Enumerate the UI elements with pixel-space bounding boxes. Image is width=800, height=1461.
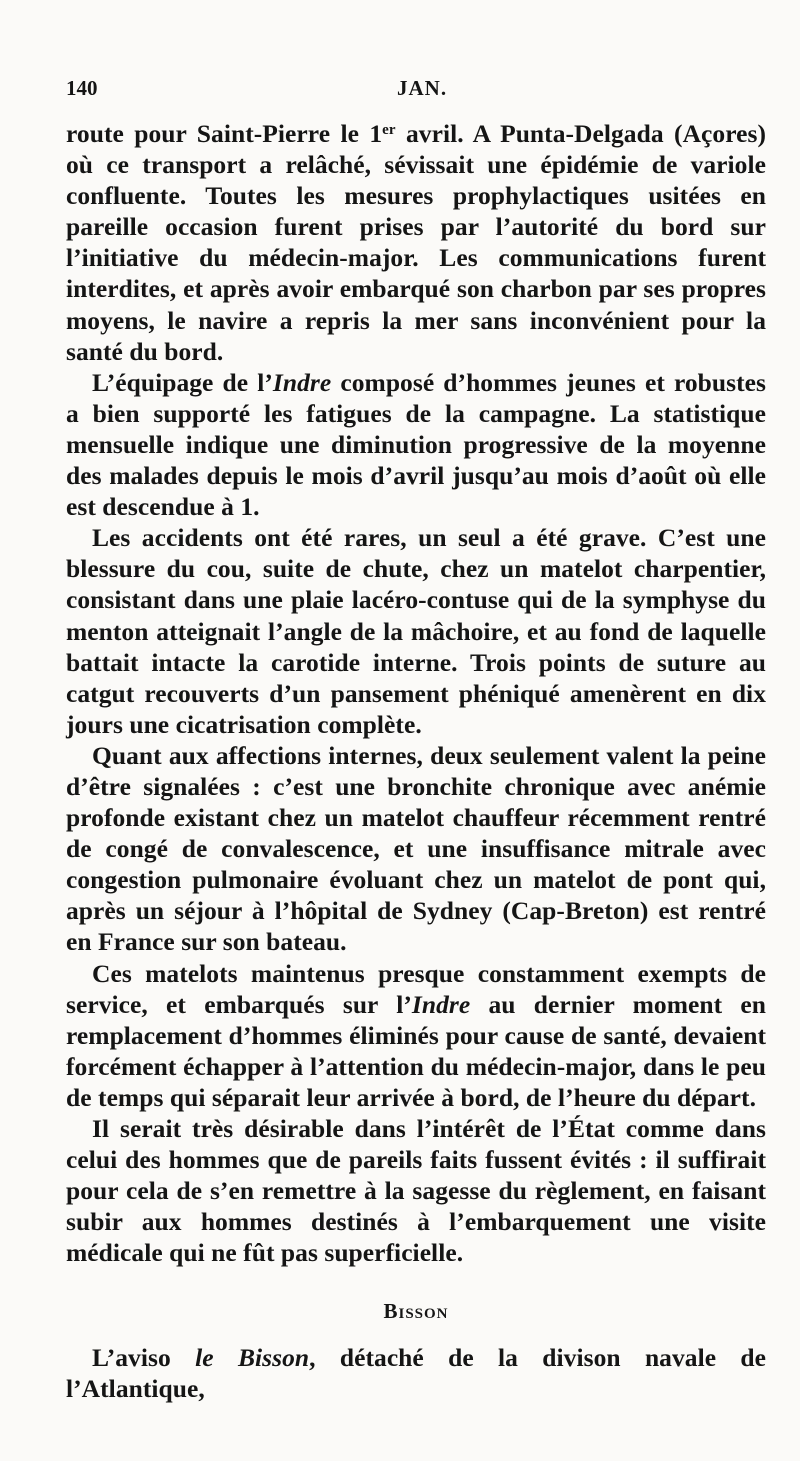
paragraph-3: Les accidents ont été rares, un seul a été grave. C’est une blessure du cou, suite de chute, chez un matelot charpentier, consistant dans une plaie lacéro-contuse qui de la symphyse du menton atteignait l’angle de la mâchoire, et au fond de laquelle battait intacte la carotide interne. Trois points de suture au catgut recouverts d’un pansement phéniqué amenèrent en dix jours une cicatrisation complète.	[66, 523, 766, 739]
running-head: JAN.	[397, 76, 448, 100]
section-title: Bisson	[383, 1299, 449, 1324]
paragraph-1	[66, 118, 766, 367]
paragraph-7-text-b: , détaché de la divison navale de l’Atlantique,	[66, 1342, 766, 1403]
ship-name-indre: Indre	[272, 367, 332, 397]
paragraph-1-text-a: route pour Saint-Pierre le 1	[66, 119, 383, 148]
paragraph-7	[66, 1342, 766, 1404]
ship-name-indre-2: Indre	[411, 989, 471, 1019]
paragraph-4: Quant aux affections internes, deux seulement valent la peine d’être signalées : c’est une bronchite chronique avec anémie profonde existant chez un matelot chauffeur récemment rentré de congé de convalescence, et une insuffisance mitrale avec congestion pulmonaire évoluant chez un matelot de pont qui, après un séjour à l’hôpital de Sydney (Cap-Breton) est rentré en France sur son bateau.	[66, 740, 766, 957]
body-text	[66, 118, 766, 1404]
paragraph-2-text-a: L’équipage de l’	[92, 367, 273, 397]
page-number: 140	[66, 76, 98, 100]
paragraph-5	[66, 958, 766, 1113]
paragraph-2	[66, 367, 766, 522]
paragraph-5-text-b: au dernier moment en remplacement d’hommes éliminés pour cause de santé, devaient forcément échapper à l’attention du médecin-major, dans le peu de temps qui séparait leur arrivée à bord, de l’heure du départ.	[66, 989, 766, 1112]
paragraph-7-text-a: L’aviso	[92, 1342, 196, 1372]
ordinal-superscript: er	[382, 122, 396, 138]
paragraph-6: Il serait très désirable dans l’intérêt de l’État comme dans celui des hommes que de pareils faits fussent évités : il suffirait pour cela de s’en remettre à la sagesse du règlement, en faisant subir aux hommes destinés à l’embarquement une visite médicale qui ne fût pas superficielle.	[66, 1114, 766, 1268]
paragraph-2-text-b: composé d’hommes jeunes et robustes a bien supporté les fatigues de la campagne. La statistique mensuelle indique une diminution progressive de la moyenne des malades depuis le mois d’avril jusqu’au mois d’août où elle est descendue à 1.	[66, 367, 766, 522]
paragraph-1-text-b: avril. A Punta-Delgada (Açores) où ce transport a relâché, sévissait une épidémie de variole confluente. Toutes les mesures prophylactiques usitées en pareille occasion furent prises par l’autorité du bord sur l’initiative du médecin-major. Les communications furent interdites, et après avoir embarqué son charbon par ses propres moyens, le navire a repris la mer sans inconvénient pour la santé du bord.	[66, 119, 766, 366]
page-header	[66, 76, 766, 106]
paragraph-5-text-a: Ces matelots maintenus presque constamment exempts de service, et embarqués sur l’	[66, 958, 766, 1019]
ship-name-bisson: le Bisson	[195, 1342, 310, 1372]
